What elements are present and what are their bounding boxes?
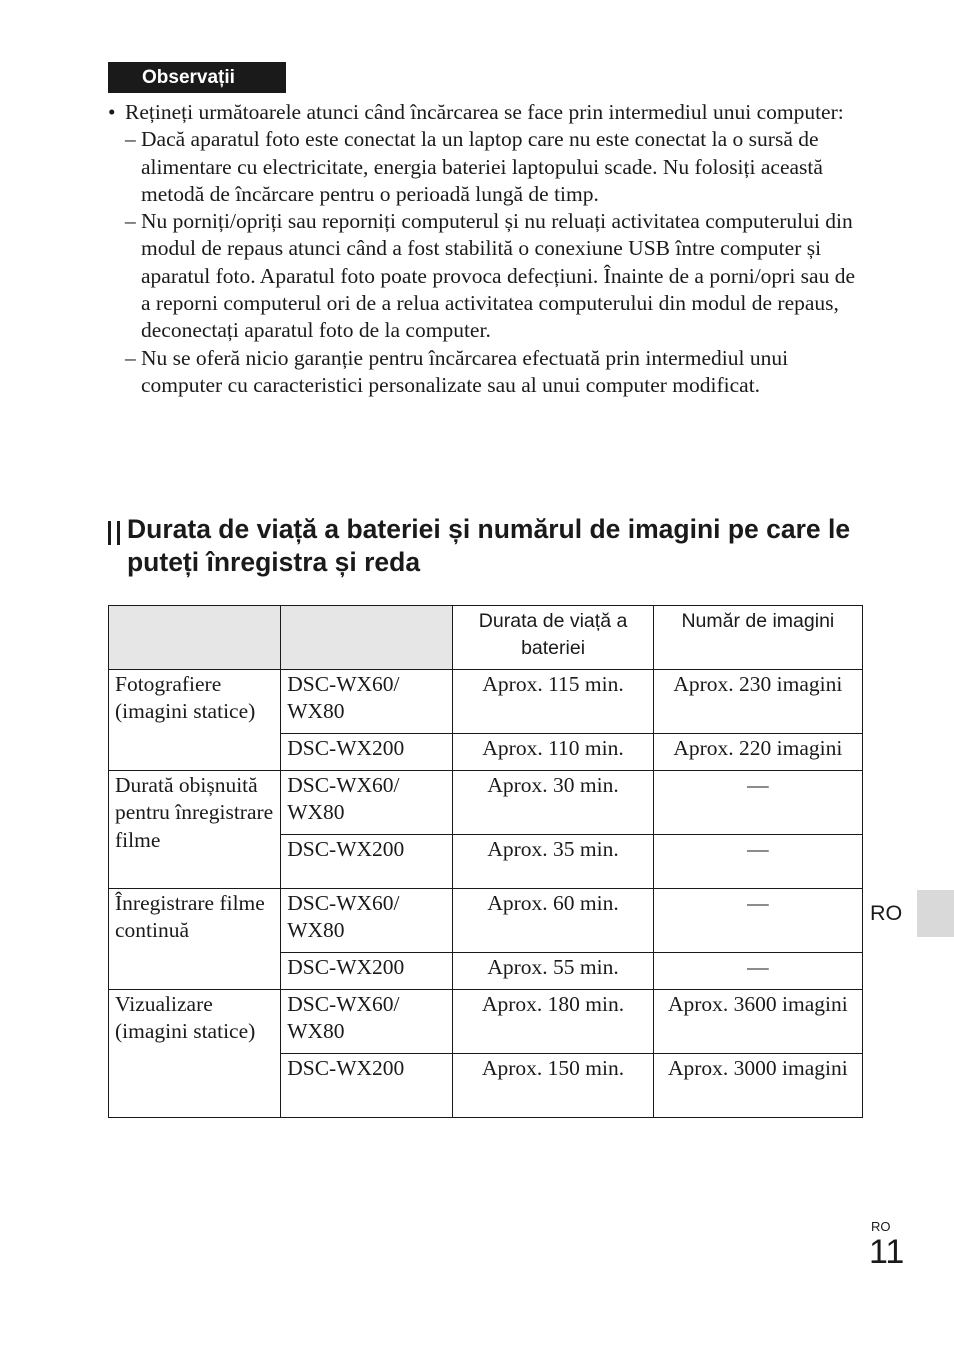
section-marker-icon: [108, 521, 120, 545]
battery-life-cell: Aprox. 180 min.: [453, 990, 653, 1054]
category-cell: Fotografiere (imagini statice): [109, 670, 281, 771]
header-cell-category: [109, 606, 281, 670]
category-cell: Înregistrare filme continuă: [109, 889, 281, 990]
image-count-cell: —: [653, 835, 862, 889]
page-number: 11: [869, 1233, 905, 1271]
table-row: [109, 670, 863, 734]
battery-life-cell: Aprox. 35 min.: [453, 835, 653, 889]
model-cell: DSC-WX200: [281, 1054, 453, 1118]
model-cell: DSC-WX60/ WX80: [281, 670, 453, 734]
battery-table: [108, 605, 863, 1118]
notes-bullet: [108, 99, 868, 126]
note-item: [108, 208, 868, 344]
header-cell-model: [281, 606, 453, 670]
bullet-mark: •: [108, 100, 116, 124]
model-cell: DSC-WX60/ WX80: [281, 889, 453, 953]
battery-life-cell: Aprox. 150 min.: [453, 1054, 653, 1118]
note-item-text: Nu se oferă nicio garanție pentru încărcarea efectuată prin intermediul unui computer cu caracteristici personalizate sau al unui computer modificat.: [141, 345, 789, 397]
model-cell: DSC-WX200: [281, 953, 453, 990]
table-header-row: [109, 606, 863, 670]
image-count-cell: Aprox. 3600 imagini: [653, 990, 862, 1054]
notes-list: [108, 99, 868, 399]
header-cell-battery-life: Durata de viață a bateriei: [453, 606, 653, 670]
page-language-code: RO: [871, 1219, 891, 1234]
image-count-cell: Aprox. 3000 imagini: [653, 1054, 862, 1118]
category-cell: Vizualizare (imagini statice): [109, 990, 281, 1118]
note-item: [108, 345, 868, 400]
battery-life-cell: Aprox. 115 min.: [453, 670, 653, 734]
image-count-cell: —: [653, 771, 862, 835]
language-tab-label: RO: [870, 901, 903, 925]
image-count-cell: —: [653, 953, 862, 990]
dash-mark: –: [125, 127, 136, 152]
note-item: [108, 126, 868, 208]
battery-life-cell: Aprox. 30 min.: [453, 771, 653, 835]
battery-life-cell: Aprox. 60 min.: [453, 889, 653, 953]
battery-life-cell: Aprox. 110 min.: [453, 734, 653, 771]
dash-mark: –: [125, 209, 136, 234]
table-row: [109, 771, 863, 835]
notes-intro: Rețineți următoarele atunci când încărcarea se face prin intermediul unui computer:: [125, 100, 844, 124]
notes-label: Observații: [108, 62, 286, 93]
model-cell: DSC-WX60/ WX80: [281, 771, 453, 835]
model-cell: DSC-WX60/ WX80: [281, 990, 453, 1054]
image-count-cell: Aprox. 220 imagini: [653, 734, 862, 771]
section-title: Durata de viață a bateriei și numărul de imagini pe care le puteți înregistra și reda: [127, 514, 851, 577]
note-item-text: Nu porniți/opriți sau reporniți computerul și nu reluați activitatea computerului din modul de repaus atunci când a fost stabilită o conexiune USB între computer și aparatul foto. Aparatul foto poate provoca defecțiuni. Înainte de a porni/opri sau de a reporni computerul ori de a relua activitatea computerului din modul de repaus, deconectați aparatul foto de la computer.: [141, 209, 856, 343]
model-cell: DSC-WX200: [281, 835, 453, 889]
table-row: [109, 990, 863, 1054]
note-item-text: Dacă aparatul foto este conectat la un laptop care nu este conectat la o sursă de alimentare cu electricitate, energia bateriei laptopului scade. Nu folosiți această metodă de încărcare pentru o perioadă lungă de timp.: [141, 127, 823, 206]
language-tab: [917, 890, 954, 937]
model-cell: DSC-WX200: [281, 734, 453, 771]
dash-mark: –: [125, 345, 136, 370]
category-cell: Durată obișnuită pentru înregistrare filme: [109, 771, 281, 889]
table-row: [109, 889, 863, 953]
header-cell-image-count: Număr de imagini: [653, 606, 862, 670]
image-count-cell: Aprox. 230 imagini: [653, 670, 862, 734]
image-count-cell: —: [653, 889, 862, 953]
battery-life-cell: Aprox. 55 min.: [453, 953, 653, 990]
